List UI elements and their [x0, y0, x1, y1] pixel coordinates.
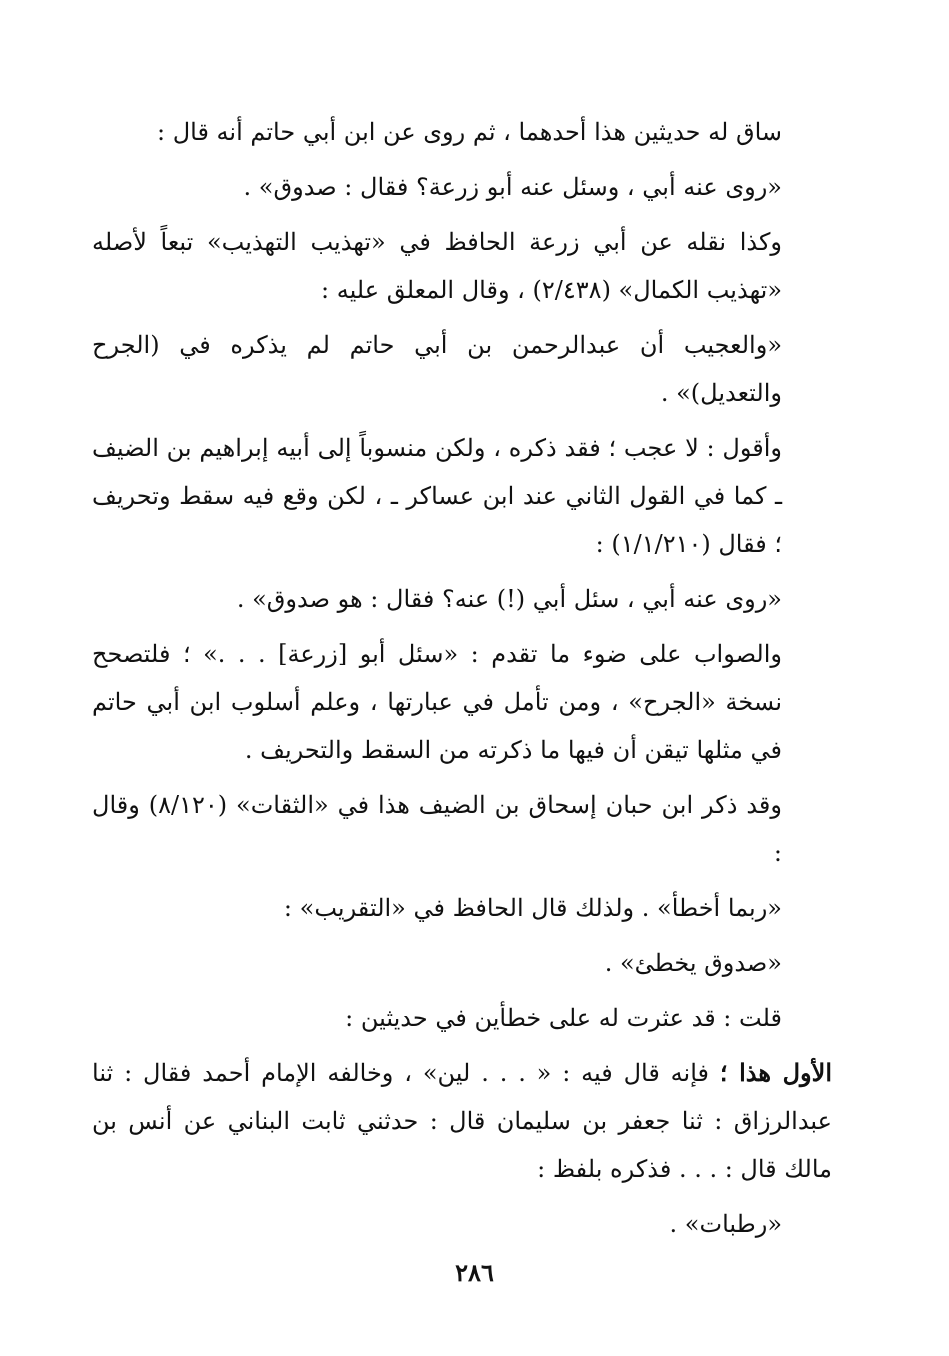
paragraph-7	[92, 1049, 832, 1193]
quote-3: «روى عنه أبي ، سئل أبي (!) عنه؟ فقال : هو صدوق» .	[236, 585, 782, 613]
page-number: ٢٨٦	[455, 1258, 494, 1287]
paragraph-5: وقد ذكر ابن حبان إسحاق بن الضيف هذا في «الثقات» (٨/١٢٠) وقال :	[92, 791, 782, 867]
quote-4: «ربما أخطأ» . ولذلك قال الحافظ في «التقريب» :	[283, 894, 782, 922]
quote-5: «صدوق يخطئ» .	[604, 949, 782, 977]
paragraph-7-lead: الأول هذا ؛	[719, 1058, 832, 1087]
paragraph-4: والصواب على ضوء ما تقدم : «سئل أبو [زرعة] . . .» ؛ فلتصحح نسخة «الجرح» ، ومن تأمل في عبارتها ، وعلم أسلوب ابن أبي حاتم في مثلها تيقن أن فيها ما ذكرته من السقط والتحريف .	[92, 640, 782, 764]
quote-2: «والعجيب أن عبدالرحمن بن أبي حاتم لم يذكره في (الجرح والتعديل)» .	[92, 331, 782, 407]
paragraph-2: وكذا نقله عن أبي زرعة الحافظ في «تهذيب التهذيب» تبعاً لأصله «تهذيب الكمال» (٢/٤٣٨) ، وقال المعلق عليه :	[92, 228, 782, 304]
body-text	[92, 108, 832, 1255]
quote-6: «رطبات» .	[669, 1210, 782, 1238]
paragraph-3: وأقول : لا عجب ؛ فقد ذكره ، ولكن منسوباً إلى أبيه إبراهيم بن الضيف ـ كما في القول الثاني عند ابن عساكر ـ ، لكن وقع فيه سقط وتحريف ؛ فقال (١/١/٢١٠) :	[92, 434, 782, 558]
paragraph-7-body: فإنه قال فيه : « . . . لين» ، وخالفه الإمام أحمد فقال : ثنا عبدالرزاق : ثنا جعفر بن سليمان قال : حدثني ثابت البناني عن أنس بن مالك قال : . . . فذكره بلفظ :	[92, 1059, 832, 1183]
quote-1: «روى عنه أبي ، وسئل عنه أبو زرعة؟ فقال : صدوق» .	[243, 173, 782, 201]
paragraph-1: ساق له حديثين هذا أحدهما ، ثم روى عن ابن أبي حاتم أنه قال :	[156, 118, 782, 146]
paragraph-6: قلت : قد عثرت له على خطأين في حديثين :	[345, 1004, 782, 1032]
